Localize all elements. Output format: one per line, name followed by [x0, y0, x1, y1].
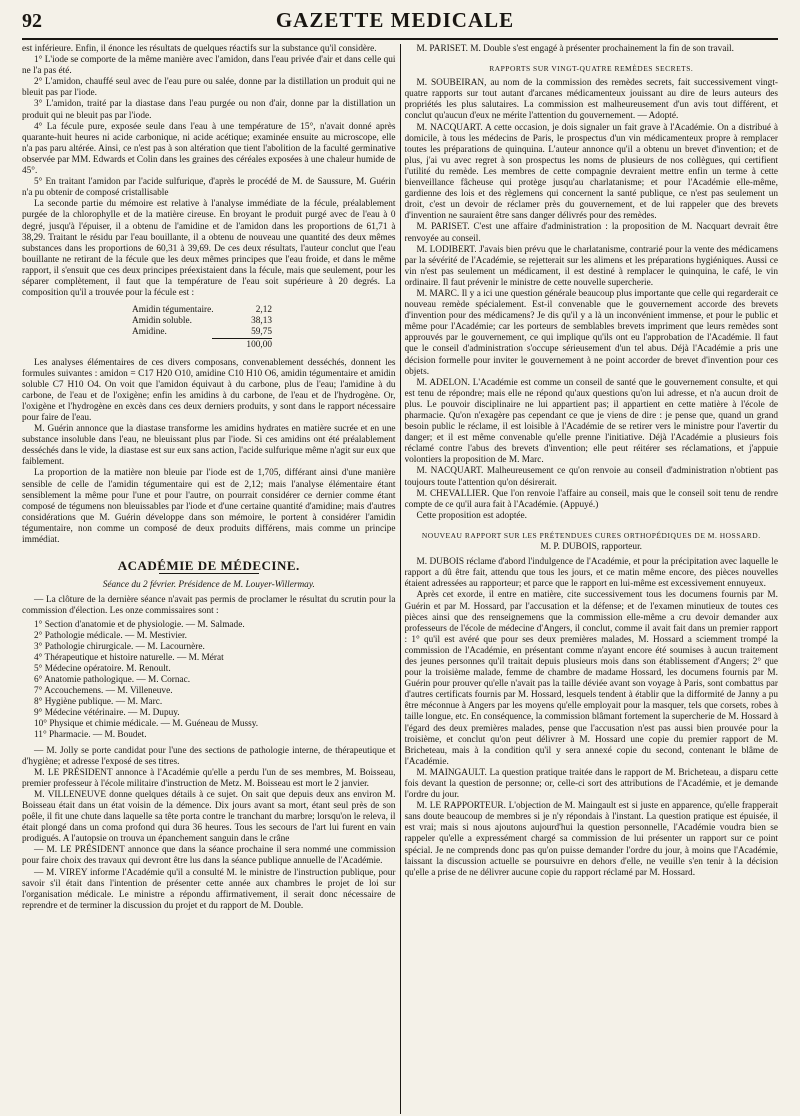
composition-row: [132, 327, 272, 338]
paragraph: M. PARISET. M. Double s'est engagé à présenter prochainement la fin de son travail.: [416, 44, 734, 54]
subsection-heading: NOUVEAU RAPPORT SUR LES PRÉTENDUES CURES ORTHOPÉDIQUES DE M. HOSSARD.: [421, 530, 761, 540]
paragraph: M. DUBOIS réclame d'abord l'indulgence de l'Académie, et pour la précipitation avec laquelle le rapport a dû être fait, attendu que tous les jours, et ce matin même encore, des pièces nouvelles étaient adressées au rapporteur; et parce que le rapport en lui-même est excessivement ennuyeux.: [404, 557, 778, 590]
paragraph: M. LE PRÉSIDENT annonce à l'Académie qu'elle a perdu l'un de ses membres, M. Boisseau, premier professeur à l'école militaire d'instruction de Metz. M. Boisseau est mort le 2 janvier.: [22, 767, 396, 789]
paragraph: Les analyses élémentaires de ces divers composans, convenablement desséchés, donnent les formules suivantes : amidon = C17 H20 O10, amidine C10 H10 O6, amidin tégumentaire et amidin soluble C7 H10 O4. On voit que l'amidon équivaut à du carbone, plus de l'eau; l'amidine à du carbone, de l'eau et de l'oxigène; enfin les amidins à du carbone, de l'eau et de l'hydrogène. Or, l'oxigène et l'hydrogène en excès dans ces deux derniers produits, y sont dans le rapport nécessaire pour faire de l'eau.: [22, 357, 396, 423]
left-column: [22, 44, 396, 1114]
composition-name: Amidin tégumentaire.: [132, 305, 214, 316]
list-item: 11° Pharmacie. — M. Boudet.: [34, 730, 147, 741]
paragraph: M. NACQUART. A cette occasion, je dois signaler un fait grave à l'Académie. On a distribué à domicile, à tous les médecins de Paris, le prospectus d'un vin médicamenteux propre à remplacer toutes les préparations de quinquina. L'auteur annonce qu'il a obtenu un brevet d'invention; et de plus, j'ai vu avec regret à son prospectus les noms de plusieurs de nos collègues, qui certifient l'utilité du remède. Les membres de cette compagnie devraient mettre enfin un terme à cette bienveillance fâcheuse qui protège jusqu'au charlatanisme; et pour l'Académie elle-même, gardienne des lois et des règlemens qui concernent la santé publique, ce n'est pas seulement un droit, c'est un devoir de réclamer près du gouvernement, et de lui rappeler que des brevets d'invention ne sauraient être sans danger délivrés pour des remèdes.: [404, 122, 778, 222]
columns: [22, 44, 778, 1114]
composition-value: 2,12: [255, 305, 272, 316]
rapporteur-line: M. P. DUBOIS, rapporteur.: [540, 542, 642, 553]
paragraph: — M. LE PRÉSIDENT annonce que dans la séance prochaine il sera nommé une commission pour faire choix des travaux qui devront être lus dans la séance publique annuelle de l'Académie.: [22, 845, 396, 867]
paragraph: 4° La fécule pure, exposée seule dans l'eau à une température de 15°, n'avait donné après quarante-huit heures ni acide carbonique, ni acide acétique; examinée ensuite au microscope, elle n'a pas paru altérée. Ainsi, ce n'est pas à son altération que tient l'abolition de la faculté germinative observée par MM. Edwards et Colin dans les graines des céréales exposées à une chaleur humide de 45°.: [22, 121, 396, 177]
paragraph: M. PARISET. C'est une affaire d'administration : la proposition de M. Nacquart devrait être renvoyée au conseil.: [404, 222, 778, 244]
paragraph: M. Guérin annonce que la diastase transforme les amidins hydrates en matière sucrée et en une substance insoluble dans l'eau, ne bleuissant plus par l'iode. Si ces amidins ont été préalablement desséchés dans le vide, la diastase est sur eux sans action, l'acide sulfurique même n'agit sur eux que faiblement.: [22, 424, 396, 468]
list-item: 5° Médecine opératoire. M. Renoult.: [34, 663, 171, 674]
list-item: 4° Thérapeutique et histoire naturelle. — M. Mérat: [34, 652, 224, 663]
paragraph: 5° En traitant l'amidon par l'acide sulfurique, d'après le procédé de M. de Saussure, M. Guérin n'a pu obtenir de composé cristallisable: [22, 177, 396, 199]
list-item: 2° Pathologie médicale. — M. Mestivier.: [34, 630, 187, 641]
subsection-heading: RAPPORTS SUR VINGT-QUATRE REMÈDES SECRETS.: [489, 64, 694, 74]
paragraph: M. LODIBERT. J'avais bien prévu que le charlatanisme, contrarié pour la vente des médicamens par la sévérité de l'Académie, se rejetterait sur les alimens et les préparations hygiéniques. Aussi ce vin n'est pas seulement un médicament, il est destiné à remplacer le quinquina, le café, le vin ordinaire. Il faut prévenir le ministre de cette nouvelle supercherie.: [404, 244, 778, 288]
section-title: ACADÉMIE DE MÉDECINE.: [117, 558, 300, 574]
paragraph: — La clôture de la dernière séance n'avait pas permis de proclamer le résultat du scrutin pour la commission d'élection. Les onze commissaires sont :: [22, 595, 396, 617]
paragraph: Cette proposition est adoptée.: [416, 510, 528, 521]
list-item: 8° Hygiène publique. — M. Marc.: [34, 697, 163, 708]
paragraph: La seconde partie du mémoire est relative à l'analyse immédiate de la fécule, préalablement purgée de la chlorophylle et de la matière cireuse. En broyant le produit purgé avec de l'eau à 0 degré, jusqu'à l'épuiser, il a obtenu de l'amidine et de l'amidon dans les proportions de 61,71 à 38,29. Traitant le résidu par l'eau bouillante, il a obtenu de nouveau une quantité des deux mêmes substances dans les proportions de 60,31 à 39,69. De ces deux résultats, l'auteur conclut que l'eau bouillante ne retirant de la fécule que les deux mêmes principes que l'eau froide, et dans le même rapport, il s'ensuit que ces deux principes préexistaient dans la fécule, mais que seulement, pour les séparer complètement, il faut que la température de l'eau soit supérieure à 20 degrés. La composition qu'il a trouvée pour la fécule est :: [22, 199, 396, 299]
composition-total: 100,00: [212, 338, 272, 351]
paragraph: — M. Jolly se porte candidat pour l'une des sections de pathologie interne, de thérapeutique et d'hygiène; et adresse l'exposé de ses titres.: [22, 745, 396, 767]
paragraph: 2° L'amidon, chauffé seul avec de l'eau pure ou salée, donne par la distillation un produit qui ne bleuit pas par l'iode.: [22, 77, 396, 99]
right-column: [405, 44, 779, 1114]
paragraph: M. MARC. Il y a ici une question générale beaucoup plus importante que celle qui regarderait ce nouveau remède spécialement. Est-il convenable que le gouvernement accorde des brevets d'invention pour des médicamens? Je dis qu'il y a là un inconvénient immense, et pour le public et même pour l'Académie; car les porteurs de semblables brevets impriment que leurs remèdes sont approuvés par le gouvernement, ce qui implique qu'ils ont eu l'approbation de l'Académie. Il faut que le conseil d'administration s'occupe sérieusement d'un tel abus. Déjà l'Académie a pris une décision formelle pour inviter le gouvernement à ne point accorder de brevet d'invention pour ces objets.: [404, 288, 778, 377]
list-item: 6° Anatomie pathologique. — M. Cornac.: [34, 674, 191, 685]
commission-list: [34, 620, 396, 742]
session-heading: Séance du 2 février. Présidence de M. Louyer-Willermay.: [102, 580, 315, 591]
paragraph: M. MAINGAULT. La question pratique traitée dans le rapport de M. Bricheteau, a disparu cette fois devant la question de personne; or, celle-ci sort des attributions de l'Académie, et je demande l'ordre du jour.: [404, 767, 778, 801]
paragraph: M. LE RAPPORTEUR. L'objection de M. Maingault est si juste en apparence, qu'elle frapperait sans doute beaucoup de membres si je n'y répondais à l'instant. La question pratique est épuisée, il est vrai; mais si nous ajoutons aujourd'hui la question personnelle, l'Académie voudra bien se rappeler qu'elle a expressément chargé sa commission de lui présenter un rapport sur ce point spécial. Je ne comprends donc pas qu'on puisse demander l'ordre du jour, à moins que l'Académie, laissant la discussion actuelle se poursuivre en dehors d'elle, ne veuille s'en tenir à la décision qu'elle a prise de ne délivrer aucune copie du rapport réclamé par M. Hossard.: [404, 801, 778, 878]
list-item: 9° Médecine vétérinaire. — M. Dupuy.: [34, 708, 180, 719]
page-header: [22, 8, 778, 40]
composition-row: [132, 316, 272, 327]
list-item: 3° Pathologie chirurgicale. — M. Lacournère.: [34, 641, 205, 652]
paragraph: M. SOUBEIRAN, au nom de la commission des remèdes secrets, fait successivement vingt-quatre rapports sur tout autant d'arcanes médicamenteux jouissant au dire de leurs auteurs des propriétés les plus salutaires. La commission est malheureusement d'un avis tout différent, et conclut qu'aucun d'eux ne mérite l'attention du gouvernement. — Adopté.: [404, 78, 778, 122]
paragraph: Après cet exorde, il entre en matière, cite successivement tous les documens fournis par M. Guérin et par M. Hossard, par l'accusation et la défense; et de l'examen minutieux de toutes ces pièces ainsi que des renseignemens que la commission elle-même a cru devoir demander aux professeurs de l'école de médecine d'Angers, il conclut, comme il avait fait dans un premier rapport : 1° qu'il est avéré que pour ses deux premières malades, M. Hossard a sciemment trompé la commission de l'Académie, en présentant comme n'ayant encore été soumises à aucun traitement des jeunes personnes qu'il traitait depuis plusieurs mois dans son établissement d'Angers; 2° que pour la troisième malade, femme de chambre de madame Hossard, les documens fournis par M. Guérin pour prouver qu'elle n'avait pas la taille déviée avant son voyage à Paris, sont combattus par d'autres certificats fournis par M. Hossard, lesquels tendent à établir que la difformité de Janny a pu être méconnue à Angers par les moyens qu'elle employait pour la masquer, tels que corsets, robes à taille longue, etc. En conséquence, la commission blâmant fortement la supercherie de M. Hossard à l'égard des deux premières malades, pense que l'accusation n'est pas aussi bien prouvée pour la troisième, et conclut qu'on peut délivrer à M. Hossard une copie du premier rapport de M. Bricheteau, mais à la condition qu'il y sera annexé copie du second, contenant le blâme de l'Académie.: [404, 590, 778, 767]
composition-name: Amidine.: [132, 327, 167, 338]
paragraph: 3° L'amidon, traité par la diastase dans l'eau purgée ou non d'air, donne par la distillation un produit qui ne bleuit pas par l'iode.: [22, 99, 396, 121]
paragraph: est inférieure. Enfin, il énonce les résultats de quelques réactifs sur la substance qu'il considère.: [22, 44, 377, 54]
section-divider: [159, 573, 259, 574]
paragraph: M. NACQUART. Malheureusement ce qu'on renvoie au conseil d'administration n'obtient pas toujours toute l'attention qu'on désirerait.: [404, 466, 778, 488]
composition-value: 59,75: [251, 327, 272, 338]
paragraph: M. VILLENEUVE donne quelques détails à ce sujet. On sait que depuis deux ans environ M. Boisseau était dans un état voisin de la démence. Dix jours avant sa mort, étant seul près de son poêle, il fit une chute dans laquelle sa tête porta contre le tranchant du marbre; lorsqu'on le releva, il était plongé dans un coma profond qui dura 36 heures. Tous les secours de l'art lui furent en vain prodigués. A l'autopsie on trouva un épanchement sanguin dans le crâne: [22, 789, 396, 845]
paragraph: — M. VIREY informe l'Académie qu'il a consulté M. le ministre de l'instruction publique, pour savoir s'il était dans l'intention de présenter cette année aux chambres le projet de loi sur l'organisation médicale. Le ministre a répondu affirmativement, il serait donc nécessaire de reprendre et de terminer la discussion du projet et du rapport de M. Double.: [22, 867, 396, 911]
composition-row: [132, 305, 272, 316]
composition-name: Amidin soluble.: [132, 316, 192, 327]
composition-table: [132, 305, 272, 351]
page-number: 92: [22, 10, 42, 32]
paragraph: 1° L'iode se comporte de la même manière avec l'amidon, dans l'eau privée d'air et dans celle qui ne l'a pas été.: [22, 55, 396, 77]
masthead-title: GAZETTE MEDICALE: [275, 8, 515, 32]
list-item: 10° Physique et chimie médicale. — M. Guéneau de Mussy.: [34, 719, 259, 730]
composition-value: 38,13: [251, 316, 272, 327]
paragraph: M. CHEVALLIER. Que l'on renvoie l'affaire au conseil, mais que le conseil soit tenu de rendre compte de ce qu'il aura fait à l'Académie. (Appuyé.): [404, 488, 778, 510]
list-item: 1° Section d'anatomie et de physiologie. — M. Salmade.: [34, 619, 245, 630]
column-divider: [400, 44, 401, 1114]
list-item: 7° Accouchemens. — M. Villeneuve.: [34, 686, 173, 697]
paragraph: La proportion de la matière non bleuie par l'iode est de 1,705, différant ainsi d'une manière sensible de celle de l'amidin tégumentaire qui est de 2,12; mais l'analyse élémentaire étant sensiblement la même pour l'une et pour l'autre, on pourrait considérer ce dernier comme étant composé de tégumens non bleuissables par l'iode et d'une certaine quantité d'amidine; mais d'autres considérations que M. Guérin développe dans son mémoire, le portent à considérer l'amidin tégumentaire, non comme un composé de deux produits différens, mais comme un principe immédiat.: [22, 468, 396, 546]
paragraph: M. ADELON. L'Académie est comme un conseil de santé que le gouvernement consulte, et qui est tenu de répondre; mais elle ne répond qu'aux questions qu'on lui adresse, et n'a aucun droit de plus. Le pouvoir disciplinaire ne lui appartient pas; il appartient en cette matière à l'école de pharmacie. Qu'on n'exagère pas cependant ce que je viens de dire : je pense que, quand un grand besoin public le réclame, il est loisible à l'Académie de se retirer vers le ministre pour l'avertir du danger; et il est même convenable qu'elle prenne l'initiative. Déjà l'Académie a plusieurs fois réclamé contre l'abus des brevets d'invention; elle peut réitérer ses réclamations, et j'appuie volontiers la proposition de M. Marc.: [404, 377, 778, 466]
